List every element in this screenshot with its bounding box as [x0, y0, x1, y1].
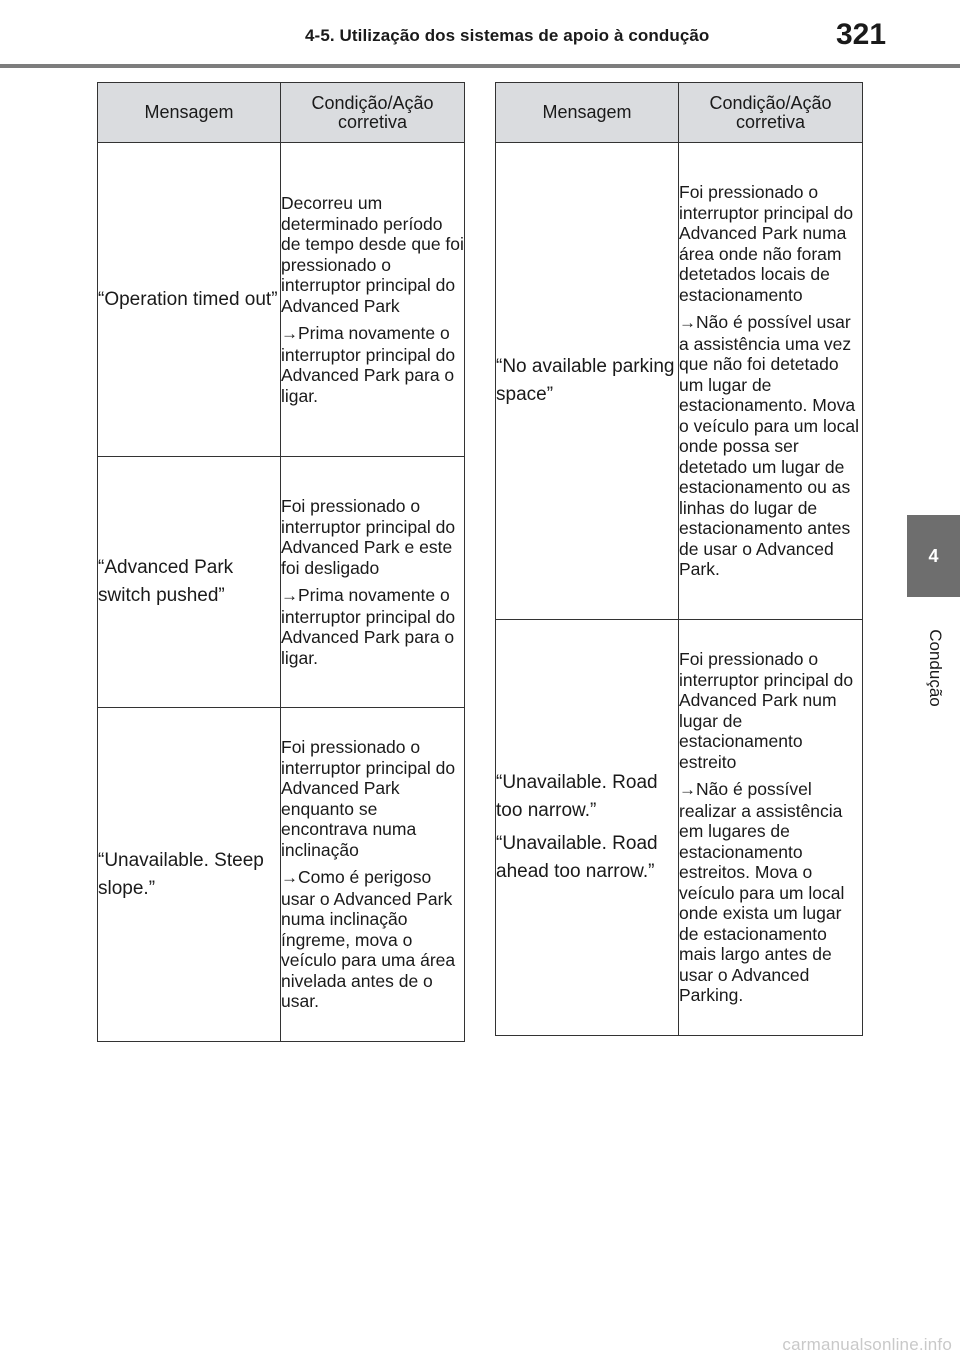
corrective-action	[281, 585, 464, 668]
watermark: carmanualsonline.info	[782, 1335, 952, 1354]
condition-cell	[281, 143, 465, 457]
table-row	[98, 457, 465, 708]
message-text: “Unavailable. Road ahead too narrow.”	[496, 833, 658, 882]
chapter-label: Condução	[926, 629, 945, 707]
corrective-action	[679, 312, 862, 580]
condition-text: Foi pressionado o interruptor principal do Advanced Park numa área onde não foram detetados locais de estacionamento	[679, 182, 854, 305]
condition-cell	[679, 620, 863, 1036]
message-cell	[496, 143, 679, 620]
messages-table-left	[97, 82, 465, 1042]
condition-text: Foi pressionado o interruptor principal do Advanced Park num lugar de estacionamento estreito	[679, 649, 854, 772]
table-row	[98, 143, 465, 457]
column-header-message: Mensagem	[98, 83, 281, 143]
table-header-row	[496, 83, 863, 143]
condition-text: Foi pressionado o interruptor principal do Advanced Park enquanto se encontrava numa inclinação	[281, 737, 456, 860]
message-cell	[98, 143, 281, 457]
page-number: 321	[836, 18, 887, 51]
message-cell	[98, 457, 281, 708]
arrow-icon: →	[281, 868, 298, 888]
column-header-condition: Condição/Ação corretiva	[281, 83, 465, 143]
table-row	[98, 708, 465, 1042]
message-text: “Operation timed out”	[98, 288, 278, 310]
condition-cell	[281, 457, 465, 708]
table-row	[496, 620, 863, 1036]
table-header-row	[98, 83, 465, 143]
chapter-tab	[907, 515, 960, 597]
arrow-icon: →	[679, 313, 696, 333]
action-text: Não é possível usar a assistência uma vez que não foi detetado um lugar de estacionamento. Mova o veículo para um local onde possa ser detetado um lugar de estacionamento ou as linhas do lugar de estacionamento antes de usar o Advanced Park.	[679, 312, 859, 580]
arrow-icon: →	[679, 780, 696, 800]
chapter-number: 4	[928, 545, 939, 566]
arrow-icon: →	[281, 324, 298, 343]
corrective-action	[281, 323, 464, 406]
condition-text: Foi pressionado o interruptor principal do Advanced Park e este foi desligado	[281, 496, 456, 578]
corrective-action	[679, 779, 862, 1006]
message-cell	[98, 708, 281, 1042]
column-header-message: Mensagem	[496, 83, 679, 143]
action-text: Não é possível realizar a assistência em lugares de estacionamento estreitos. Mova o veículo para um local onde exista um lugar de estacionamento mais largo antes de usar o Advanced Parking.	[679, 779, 845, 1006]
action-text: Como é perigoso usar o Advanced Park numa inclinação íngreme, mova o veículo para uma área nivelada antes de o usar.	[281, 867, 456, 1012]
message-text: “Unavailable. Steep slope.”	[98, 849, 264, 899]
table-row	[496, 143, 863, 620]
column-header-condition: Condição/Ação corretiva	[679, 83, 863, 143]
condition-cell	[281, 708, 465, 1042]
condition-cell	[679, 143, 863, 620]
corrective-action	[281, 867, 464, 1012]
action-text: Prima novamente o interruptor principal do Advanced Park para o ligar.	[281, 323, 456, 406]
header-divider	[0, 64, 960, 68]
arrow-icon: →	[281, 586, 298, 605]
message-text: “Unavailable. Road too narrow.”	[496, 772, 658, 821]
section-title: 4-5. Utilização dos sistemas de apoio à condução	[305, 26, 710, 45]
action-text: Prima novamente o interruptor principal do Advanced Park para o ligar.	[281, 585, 456, 668]
message-cell	[496, 620, 679, 1036]
message-text: “Advanced Park switch pushed”	[98, 557, 234, 606]
message-text: “No available parking space”	[496, 356, 675, 405]
messages-table-right	[495, 82, 863, 1036]
condition-text: Decorreu um determinado período de tempo desde que foi pressionado o interruptor principal do Advanced Park	[281, 193, 464, 316]
